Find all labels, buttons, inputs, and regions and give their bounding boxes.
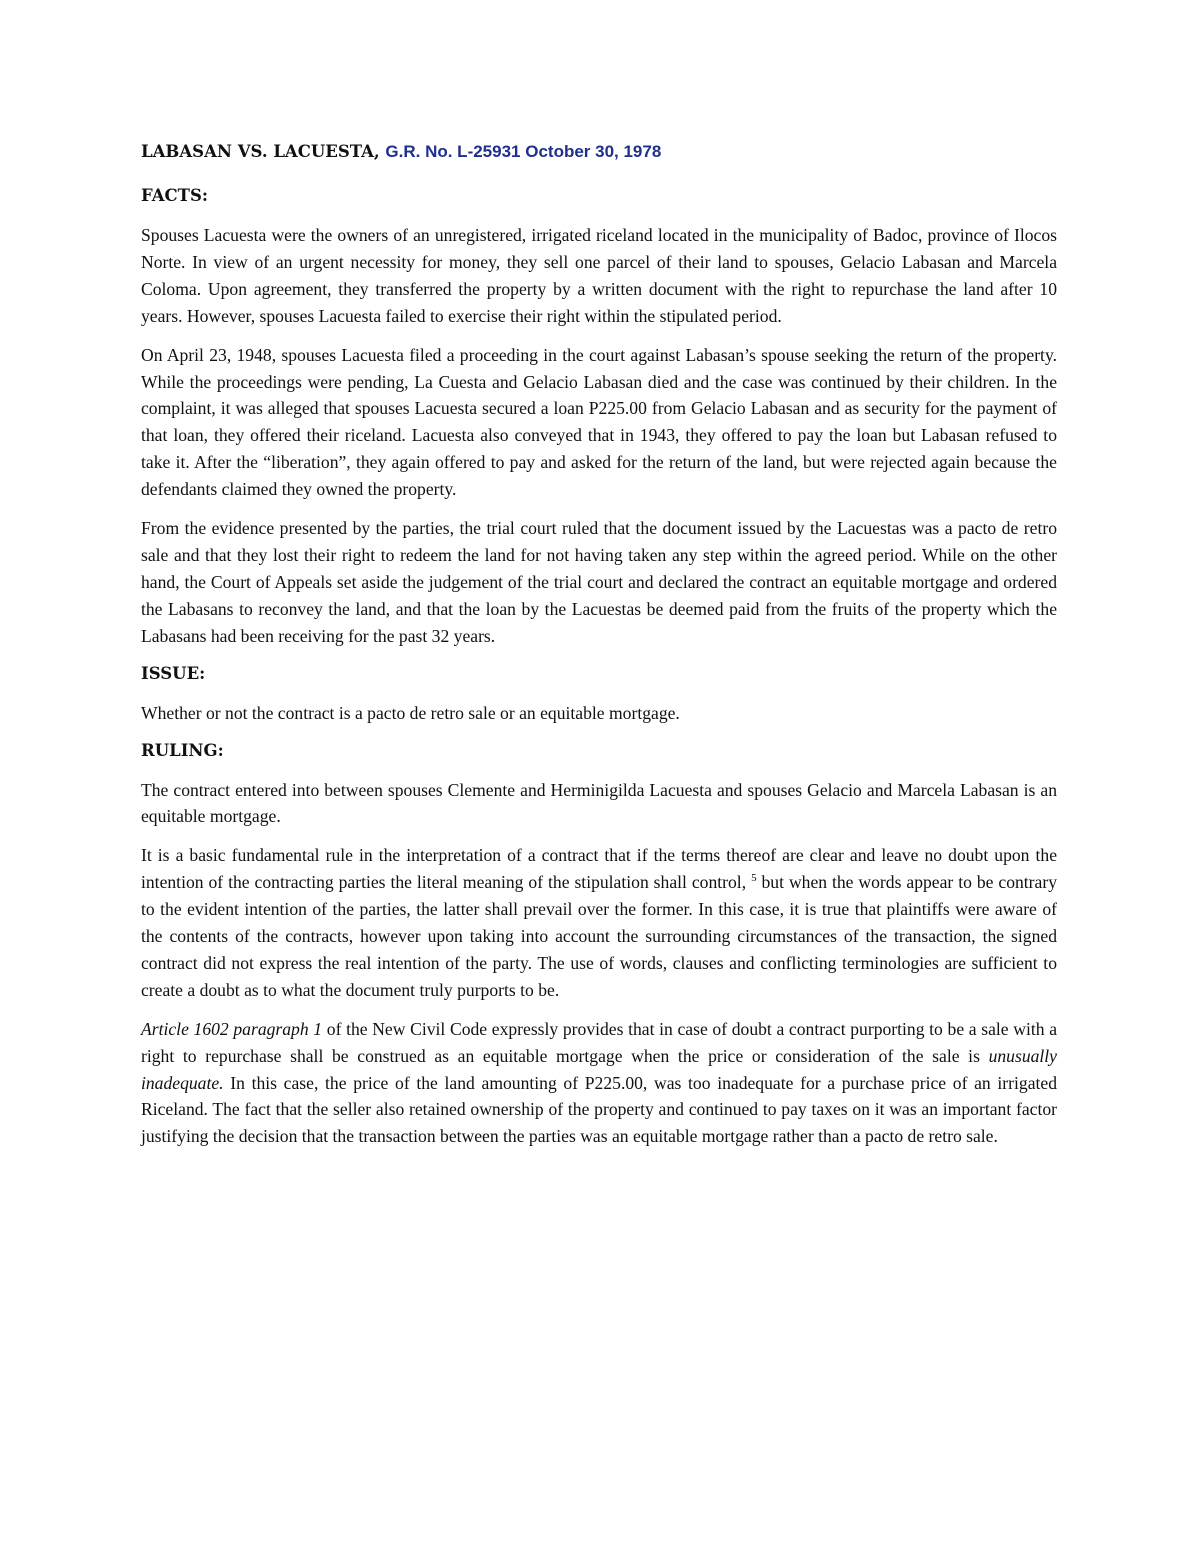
case-title [141,140,1057,164]
issue-heading: ISSUE: [141,663,206,683]
ruling-text: In this case, the price of the land amounting of P225.00, was too inadequate for a purchase price of an irrigated Riceland. The fact that the seller also retained ownership of the property and continued to pay taxes on it was an important factor justifying the decision that the transaction between the parties was an equitable mortgage rather than a pacto de retro sale. [141,1072,1057,1147]
ruling-paragraph [141,1016,1057,1151]
facts-paragraph: Spouses Lacuesta were the owners of an unregistered, irrigated riceland located in the municipality of Badoc, province of Ilocos Norte. In view of an urgent necessity for money, they sell one parcel of their land to spouses, Gelacio Labasan and Marcela Coloma. Upon agreement, they transferred the property by a written document with the right to repurchase the land after 10 years. However, spouses Lacuesta failed to exercise their right within the stipulated period. [141,225,1057,326]
issue-paragraph: Whether or not the contract is a pacto de retro sale or an equitable mortgage. [141,702,680,723]
footnote-marker: 5 [751,872,757,885]
ruling-paragraph [141,842,1057,1003]
case-name: LABASAN VS. LACUESTA, [141,142,380,161]
emphasis-text: unusually inadequate. [141,1045,1057,1093]
case-reference: G.R. No. L-25931 October 30, 1978 [385,142,662,161]
facts-paragraph: On April 23, 1948, spouses Lacuesta filed a proceeding in the court against Labasan’s spouse seeking the return of the property. While the proceedings were pending, La Cuesta and Gelacio Labasan died and the case was continued by their children. In the complaint, it was alleged that spouses Lacuesta secured a loan P225.00 from Gelacio Labasan and as security for the payment of that loan, they offered their riceland. Lacuesta also conveyed that in 1943, they offered to pay the loan but Labasan refused to take it. After the “liberation”, they again offered to pay and asked for the return of the land, but were rejected again because the defendants claimed they owned the property. [141,344,1057,500]
ruling-text: of the New Civil Code expressly provides that in case of doubt a contract purporting to be a sale with a right to repurchase shall be construed as an equitable mortgage when the price or consideration of the sale is [141,1018,1057,1066]
ruling-paragraph: The contract entered into between spouses Clemente and Herminigilda Lacuesta and spouses Gelacio and Marcela Labasan is an equitable mortgage. [141,779,1057,827]
ruling-text: but when the words appear to be contrary to the evident intention of the parties, the latter shall prevail over the former. In this case, it is true that plaintiffs were aware of the contents of the contracts, however upon taking into account the surrounding circumstances of the transaction, the signed contract did not express the real intention of the party. The use of words, clauses and conflicting terminologies are sufficient to create a doubt as to what the document truly purports to be. [141,872,1058,1000]
ruling-text: It is a basic fundamental rule in the interpretation of a contract that if the terms thereof are clear and leave no doubt upon the intention of the contracting parties the literal meaning of the stipulation shall control, [141,845,1057,893]
facts-heading: FACTS: [141,186,208,205]
article-citation: Article 1602 paragraph 1 [141,1018,323,1039]
facts-paragraph: From the evidence presented by the parties, the trial court ruled that the document issued by the Lacuestas was a pacto de retro sale and that they lost their right to redeem the land for not having taken any step within the agreed period. While on the other hand, the Court of Appeals set aside the judgement of the trial court and declared the contract an equitable mortgage and ordered the Labasans to reconvey the land, and that the loan by the Lacuestas be deemed paid from the fruits of the property which the Labasans had been receiving for the past 32 years. [141,518,1057,646]
document-page [141,140,1057,1162]
ruling-heading: RULING: [141,740,224,760]
